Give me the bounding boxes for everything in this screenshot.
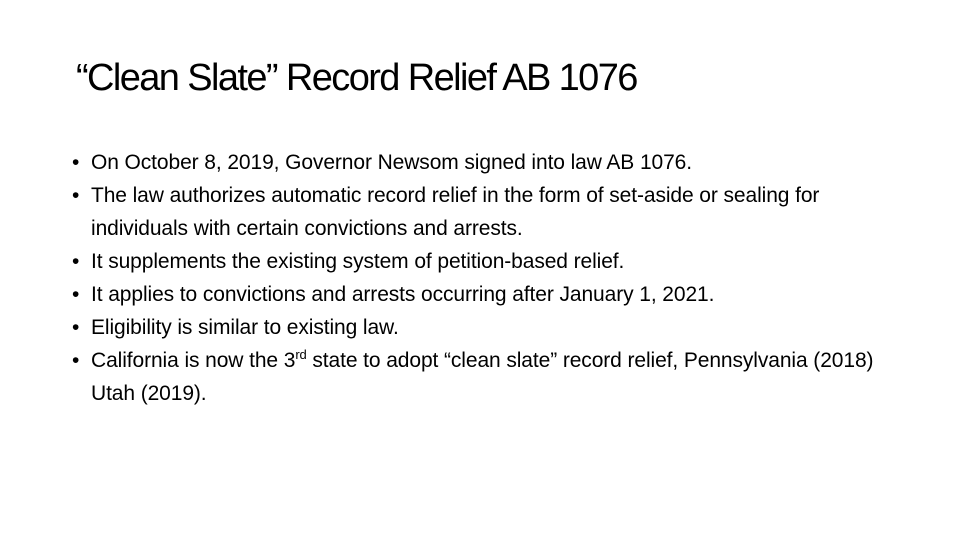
bullet-item — [72, 278, 892, 311]
bullet-marker: • — [72, 151, 80, 174]
bullet-marker: • — [72, 283, 80, 306]
bullet-marker: • — [72, 184, 80, 207]
slide-title: “Clean Slate” Record Relief AB 1076 — [76, 57, 637, 99]
bullet-item — [72, 146, 892, 179]
bullet-text: It supplements the existing system of petition-based relief. — [91, 250, 625, 273]
ordinal-superscript: rd — [295, 347, 307, 362]
bullet-text-end: state to adopt “clean slate” record relief, Pennsylvania (2018) Utah (2019). — [91, 349, 874, 405]
bullet-marker: • — [72, 349, 80, 372]
bullet-text: The law authorizes automatic record relief in the form of set-aside or sealing for individuals with certain convictions and arrests. — [91, 184, 820, 240]
bullet-item — [72, 245, 892, 278]
bullet-text: On October 8, 2019, Governor Newsom signed into law AB 1076. — [91, 151, 693, 174]
bullet-marker: • — [72, 250, 80, 273]
bullet-item — [72, 344, 892, 410]
bullet-text: Eligibility is similar to existing law. — [91, 316, 399, 339]
bullet-item — [72, 179, 892, 245]
bullet-text-start: California is now the 3 — [91, 349, 296, 372]
bullet-text: It applies to convictions and arrests occurring after January 1, 2021. — [91, 283, 715, 306]
bullet-list — [72, 146, 892, 410]
bullet-marker: • — [72, 316, 80, 339]
bullet-item — [72, 311, 892, 344]
